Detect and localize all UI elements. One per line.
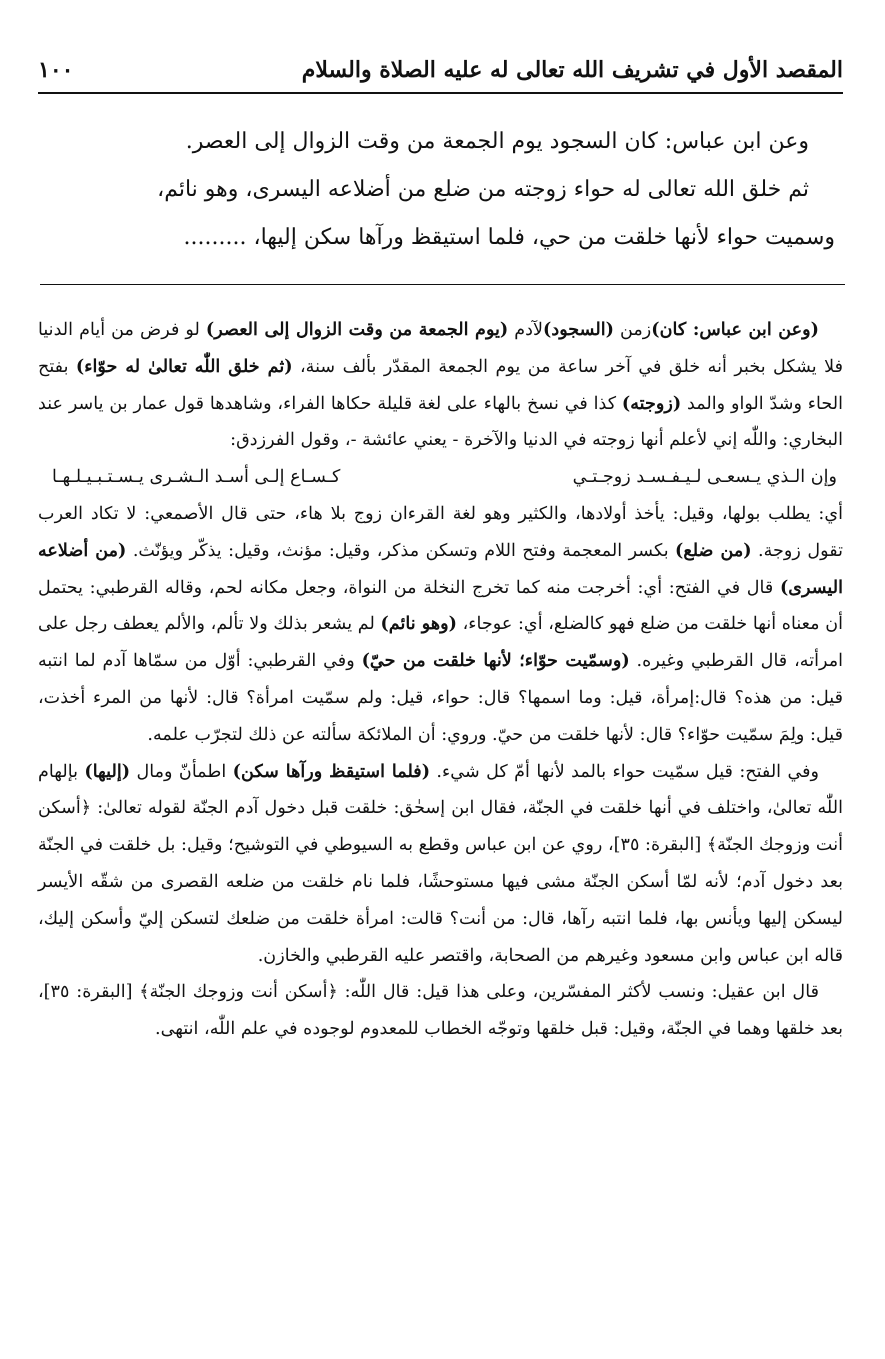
main-text [40,118,835,262]
commentary-text: اطمأنّ ومال [136,761,227,782]
page-number: ١٠٠ [38,57,74,83]
commentary-text: زمن [619,320,652,340]
commentary-text: كذا في نسخ بالهاء على لغة قليلة حكاها الفراء، وشاهدها قول عمار بن ياسر عند البخاري: واللّٰه إني لأعلم أنها زوجته في الدنيا والآخرة - يعني عائشة -، وقول الفرزدق: [38,393,843,451]
running-title: المقصد الأول في تشريف الله تعالى له عليه الصلاة والسلام [301,57,843,83]
commentary-text: بكسر المعجمة وفتح اللام وتسكن مذكر، وقيل: مؤنث، وقيل: يذكّر ويؤنّث. [132,540,669,561]
commentary-paragraph [38,496,843,754]
commentary-paragraph [38,974,843,1048]
main-text-line: ثم خلق الله تعالى له حواء زوجته من ضلع من أضلاعه اليسرى، وهو نائم، [157,177,809,202]
poetry-verse [38,459,843,496]
page-header [38,48,843,94]
main-text-line: وعن ابن عباس: كان السجود يوم الجمعة من وقت الزوال إلى العصر. [185,129,809,154]
quoted-phrase: (وهو نائم) [380,613,457,635]
verse-first-hemistich: وإن الـذي يـسعـى لـيـفـسـد زوجـتـي [572,467,837,488]
quoted-phrase: (من أضلاعه اليسرى) [38,539,843,598]
commentary-text: أي: يطلب بولها، وقيل: يأخذ أولادها، والكثير وهو لغة القرءان زوج بلا هاء، حتى قال الأصمعي: لا تكاد العرب تقول زوجة. [38,503,844,561]
commentary-text: قال في الفتح: أي: أخرجت منه كما تخرج النخلة من النواة، وجعل مكانه لحم، وقاله القرطبي: يحتمل أن معناه أنها خلقت من ضلع فهو كالضلع، أي: عوجاء، [38,577,844,635]
commentary-paragraph [38,754,843,975]
commentary-text: قال ابن عقيل: ونسب لأكثر المفسّرين، وعلى هذا قيل: قال اللّٰه: ﴿أسكن أنت وزوجك الجنّة﴾ [البقرة: ٣٥]، بعد خلقها وهما في الجنّة، وقيل: قبل خلقها وتوجّه الخطاب للمعدوم لوجوده في علم اللّٰه، انتهى. [38,982,843,1040]
section-divider [40,284,845,285]
commentary-text: بإلهام اللّٰه تعالىٰ، واختلف في أنها خلقت في الجنّة، فقال ابن إسحٰق: خلقت قبل دخول آدم الجنّة لقوله تعالىٰ: ﴿أسكن أنت وزوجك الجنّة﴾ [البقرة: ٣٥]، روي عن ابن عباس وقطع به السيوطي في التوشيح؛ وقيل: بل خلقت في الجنّة بعد دخول آدم؛ لأنه لمّا أسكن الجنّة مشى فيها مستوحشًا، فلما نام خلقت من ضلعه القصرى من شقّه الأيسر ليسكن إليها ويأنس بها، فلما انتبه رآها، قال: من أنت؟ قالت: امرأة خلقت من ضلعك لتسكن إليّ وأسكن إليك، قاله ابن عباس وابن مسعود وغيرهم من الصحابة، واقتصر عليه القرطبي والخازن. [38,761,843,966]
commentary-text: لم يشعر بذلك ولا تألم، والألم يعطف رجل على امرأته، قال القرطبي وغيره. [38,614,844,672]
commentary-text: وفي الفتح: قيل سمّيت حواء بالمد لأنها أمّ كل شيء. [436,761,820,782]
main-text-line: وسميت حواء لأنها خلقت من حي، فلما استيقظ ورآها سكن إليها، ......... [183,225,835,250]
commentary-text: وفي القرطبي: أوّل من سمّاها آدم لما انتبه قيل: من هذه؟ قال:إمرأة، قيل: وما اسمها؟ قال: حواء، قيل: ولم سمّيت امرأة؟ قال: لأنها من المرء أخذت، قيل: ولِمَ سمّيت حوّاء؟ قال: لأنها خلقت من حيّ. وروي: أن الملائكة سألته عن ذلك لتجرّب علمه. [38,651,843,745]
quoted-phrase: (فلما استيقظ ورآها سكن) [232,760,431,782]
commentary-paragraph [38,312,843,459]
quoted-phrase: (ثم خلق اللّٰه تعالىٰ له حوّاء) [75,355,293,377]
quoted-phrase: (إليها) [84,760,131,782]
quoted-phrase: (يوم الجمعة من وقت الزوال إلى العصر) [205,319,509,340]
quoted-phrase: (وسمّيت حوّاء؛ لأنها خلقت من حيّ) [361,650,630,672]
commentary-text: بفتح الحاء وشدّ الواو والمد [38,356,843,414]
quoted-phrase: (من ضلع) [675,539,752,561]
commentary-text: لآدم [514,320,544,340]
quoted-phrase: (السجود) [543,319,614,340]
quoted-phrase: (زوجته) [621,392,682,414]
quoted-phrase: (وعن ابن عباس: كان) [651,319,819,340]
commentary-text: لو فرض من أيام الدنيا فلا يشكل بخبر أنه خلق في آخر ساعة من يوم الجمعة المقدّر بألف سنة، [38,320,844,377]
commentary [38,312,843,1048]
verse-second-hemistich: كـسـاع إلـى أسـد الـشـرى يـسـتـبـيـلـهـا [52,467,341,488]
